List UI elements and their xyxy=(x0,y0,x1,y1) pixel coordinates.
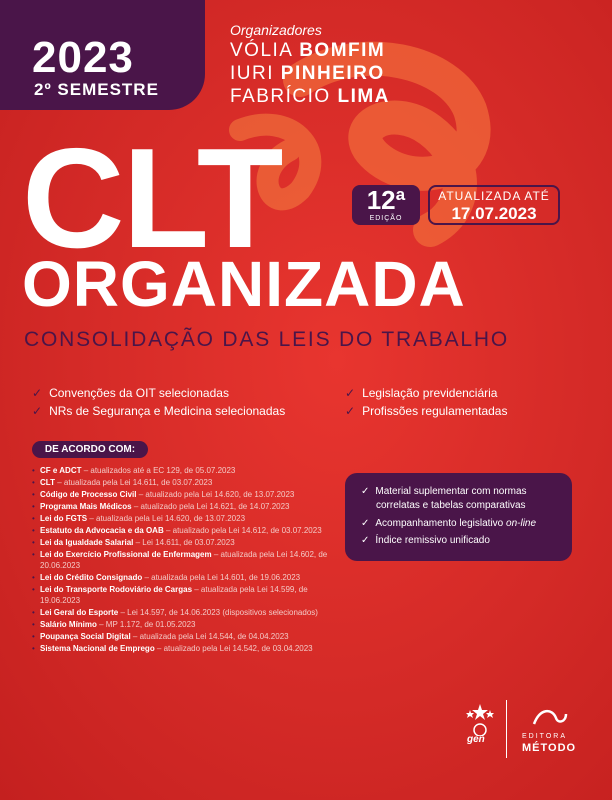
law-name: Lei do Crédito Consignado xyxy=(40,573,143,582)
law-desc: – atualizada pela Lei 14.602, de 20.06.2023 xyxy=(40,550,328,570)
publisher-editora: EDITORA xyxy=(522,733,567,740)
check-icon: ✓ xyxy=(361,486,370,497)
law-item xyxy=(32,631,332,642)
author-2-first: IURI xyxy=(230,63,274,84)
law-desc: – atualizados até a EC 129, de 05.07.2023 xyxy=(81,466,236,475)
law-name: Lei do Transporte Rodoviário de Cargas xyxy=(40,585,193,594)
law-desc: – atualizada pela Lei 14.544, de 04.04.2023 xyxy=(130,632,289,641)
supplement-line: Acompanhamento legislativo xyxy=(375,518,507,529)
supplement-emphasis: on-line xyxy=(506,518,537,529)
law-name: Código de Processo Civil xyxy=(40,490,137,499)
law-name: Programa Mais Médicos xyxy=(40,502,132,511)
law-desc: – atualizado pela Lei 14.620, de 13.07.2023 xyxy=(136,490,295,499)
law-desc: – MP 1.172, de 01.05.2023 xyxy=(96,620,196,629)
bullet-icon: • xyxy=(32,573,35,582)
author-2-last: PINHEIRO xyxy=(280,63,385,84)
bullet-icon: • xyxy=(32,620,35,629)
publisher-divider xyxy=(506,700,507,758)
law-item xyxy=(32,501,332,512)
law-name: CLT xyxy=(40,478,55,487)
bullet-icon: • xyxy=(32,632,35,641)
edition-label: EDIÇÃO xyxy=(369,215,403,222)
feature-label: Convenções da OIT selecionadas xyxy=(49,386,229,400)
supplement-line: Material suplementar com normas xyxy=(375,486,527,497)
law-name: CF e ADCT xyxy=(40,466,82,475)
bullet-icon: • xyxy=(32,538,35,547)
author-3 xyxy=(230,86,390,108)
bullet-icon: • xyxy=(32,550,35,559)
bullet-icon: • xyxy=(32,514,35,523)
gen-logo-icon xyxy=(460,702,500,736)
bullet-icon: • xyxy=(32,502,35,511)
check-icon: ✓ xyxy=(345,404,356,418)
check-icon: ✓ xyxy=(361,518,370,529)
bullet-icon: • xyxy=(32,466,35,475)
law-desc: – atualizada pela Lei 14.620, de 13.07.2023 xyxy=(87,514,246,523)
law-desc: – atualizada pela Lei 14.611, de 03.07.2023 xyxy=(54,478,213,487)
updated-label: ATUALIZADA ATÉ xyxy=(438,189,550,203)
law-desc: – Lei 14.597, de 14.06.2023 (dispositivos selecionados) xyxy=(118,608,318,617)
organizers-label: Organizadores xyxy=(230,22,322,38)
law-item xyxy=(32,549,332,571)
bullet-icon: • xyxy=(32,490,35,499)
feature-item xyxy=(32,404,285,418)
law-item xyxy=(32,619,332,630)
law-name: Lei da Igualdade Salarial xyxy=(40,538,134,547)
author-1-first: VÓLIA xyxy=(230,40,293,61)
bullet-icon: • xyxy=(32,585,35,594)
updated-badge xyxy=(428,185,560,225)
law-name: Lei do Exercício Profissional de Enfermagem xyxy=(40,550,212,559)
supplement-item-cont xyxy=(376,499,526,512)
law-desc: – atualizado pela Lei 14.542, de 03.04.2023 xyxy=(154,644,313,653)
law-item xyxy=(32,572,332,583)
metodo-logo-icon xyxy=(530,704,570,730)
subtitle: CONSOLIDAÇÃO DAS LEIS DO TRABALHO xyxy=(24,328,509,351)
supplement-box xyxy=(345,473,572,561)
title-main: CLT xyxy=(22,119,282,278)
check-icon: ✓ xyxy=(32,386,43,400)
feature-item xyxy=(345,404,507,418)
law-desc: – Lei 14.611, de 03.07.2023 xyxy=(133,538,235,547)
feature-item xyxy=(32,386,229,400)
check-icon: ✓ xyxy=(345,386,356,400)
supplement-item xyxy=(361,517,536,530)
supplement-item xyxy=(361,485,527,498)
law-name: Lei Geral do Esporte xyxy=(40,608,119,617)
feature-label: Legislação previdenciária xyxy=(362,386,498,400)
law-item xyxy=(32,477,332,488)
bullet-icon: • xyxy=(32,608,35,617)
year-text: 2023 xyxy=(32,33,134,82)
author-3-last: LIMA xyxy=(337,86,390,107)
supplement-line: Índice remissivo unificado xyxy=(375,535,490,546)
edition-badge xyxy=(352,185,420,225)
law-list xyxy=(32,465,332,655)
law-item xyxy=(32,465,332,476)
gen-logo-text: gen xyxy=(467,734,485,745)
law-item xyxy=(32,537,332,548)
title-second: ORGANIZADA xyxy=(22,248,466,320)
year-badge xyxy=(0,0,205,110)
check-icon: ✓ xyxy=(361,535,370,546)
feature-item xyxy=(345,386,497,400)
author-1 xyxy=(230,40,385,62)
feature-label: NRs de Segurança e Medicina selecionadas xyxy=(49,404,286,418)
check-icon: ✓ xyxy=(32,404,43,418)
law-name: Estatuto da Advocacia e da OAB xyxy=(40,526,164,535)
law-item xyxy=(32,643,332,654)
law-item xyxy=(32,525,332,536)
according-badge: DE ACORDO COM: xyxy=(32,441,148,458)
law-name: Sistema Nacional de Emprego xyxy=(40,644,155,653)
supplement-item xyxy=(361,534,490,547)
feature-label: Profissões regulamentadas xyxy=(362,404,508,418)
bullet-icon: • xyxy=(32,478,35,487)
law-item xyxy=(32,489,332,500)
law-item xyxy=(32,584,332,606)
law-name: Salário Mínimo xyxy=(40,620,97,629)
law-desc: – atualizado pela Lei 14.612, de 03.07.2023 xyxy=(163,526,322,535)
supplement-line: correlatas e tabelas comparativas xyxy=(376,500,526,511)
bullet-icon: • xyxy=(32,644,35,653)
author-3-first: FABRÍCIO xyxy=(230,86,331,107)
author-1-last: BOMFIM xyxy=(299,40,386,61)
bullet-icon: • xyxy=(32,526,35,535)
law-item xyxy=(32,607,332,618)
law-desc: – atualizada pela Lei 14.599, de 19.06.2023 xyxy=(40,585,308,605)
semester-text: 2º SEMESTRE xyxy=(34,80,159,99)
author-2 xyxy=(230,63,385,85)
law-desc: – atualizado pela Lei 14.621, de 14.07.2023 xyxy=(131,502,290,511)
law-name: Lei do FGTS xyxy=(40,514,88,523)
updated-date: 17.07.2023 xyxy=(451,204,537,223)
law-desc: – atualizada pela Lei 14.601, de 19.06.2023 xyxy=(142,573,301,582)
edition-number: 12ª xyxy=(366,185,406,215)
law-item xyxy=(32,513,332,524)
law-name: Poupança Social Digital xyxy=(40,632,131,641)
publisher-name: MÉTODO xyxy=(522,742,577,754)
